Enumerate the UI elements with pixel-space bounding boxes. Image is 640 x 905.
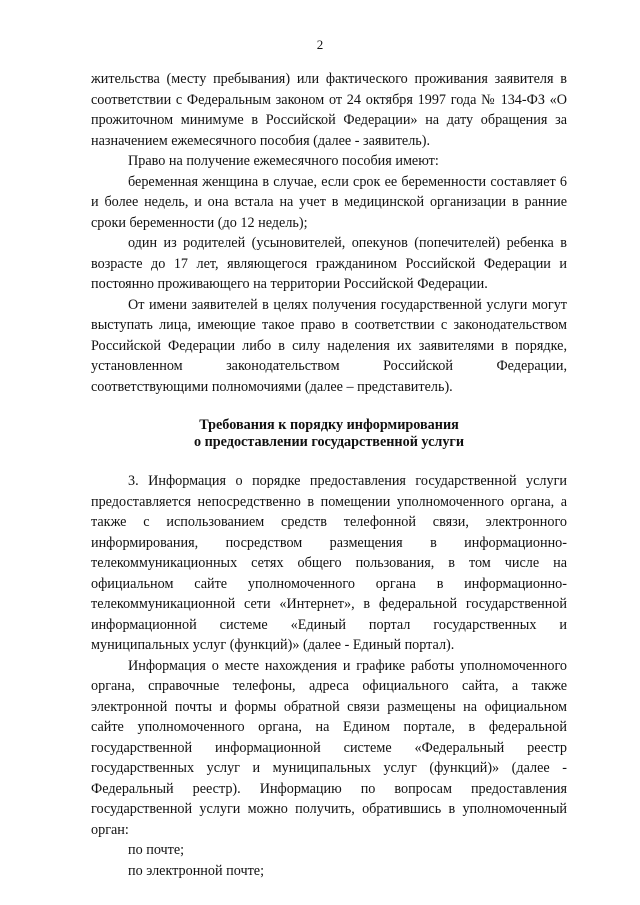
paragraph: От имени заявителей в целях получения государственной услуги могут выступать лица, имеющие такое право в соответствии с законодательством Российской Федерации либо в силу наделения их заявителями в порядке, установленном законодательством Российской Федерации, соответствующими полномочиями (далее – представитель). <box>91 296 567 395</box>
document-body <box>91 69 567 881</box>
section-heading-line-2: о предоставлении государственной услуги <box>193 434 465 450</box>
paragraph-group-top <box>91 69 567 397</box>
paragraph: один из родителей (усыновителей, опекунов (попечителей) ребенка в возрасте до 17 лет, являющегося гражданином Российской Федерации и постоянно проживающего на территории Российской Федерации. <box>91 235 567 292</box>
paragraph: по почте; <box>128 842 185 858</box>
paragraph: 3. Информация о порядке предоставления государственной услуги предоставляется непосредственно в помещении уполномоченного органа, а также с использованием средств телефонной связи, электронного информирования, посредством размещения в информационно-телекоммуникационных сетях общего пользования, в том числе на официальном сайте уполномоченного органа в информационно-телекоммуникационной сети «Интернет», в федеральной государственной информационной системе «Единый портал государственных и муниципальных услуг (функций)» (далее - Единый портал). <box>91 473 567 653</box>
section-heading <box>91 417 567 451</box>
section-heading-line-1: Требования к порядку информирования <box>199 417 459 433</box>
paragraph: по электронной почте; <box>128 862 265 879</box>
paragraph: жительства (месту пребывания) или фактического проживания заявителя в соответствии с Федеральным законом от 24 октября 1997 года № 134-ФЗ «О прожиточном минимуме в Российской Федерации» на дату обращения за назначением ежемесячного пособия (далее - заявитель). <box>91 71 567 149</box>
paragraph-group-bottom <box>91 471 567 881</box>
paragraph: Информация о месте нахождения и графике работы уполномоченного органа, справочные телефоны, адреса официального сайта, а также электронной почты и формы обратной связи размещены на официальном сайте уполномоченного органа, на Едином портале, в федеральной государственной информационной системе «Федеральный реестр государственных услуг и муниципальных услуг (функций)» (далее - Федеральный реестр). Информацию по вопросам предоставления государственной услуги можно получить, обратившись в уполномоченный орган: <box>91 657 567 838</box>
page-number: 2 <box>316 37 324 52</box>
paragraph: Право на получение ежемесячного пособия имеют: <box>128 153 439 169</box>
paragraph: беременная женщина в случае, если срок ее беременности составляет 6 и более недель, и она встала на учет в медицинской организации в ранние сроки беременности (до 12 недель); <box>91 173 567 231</box>
